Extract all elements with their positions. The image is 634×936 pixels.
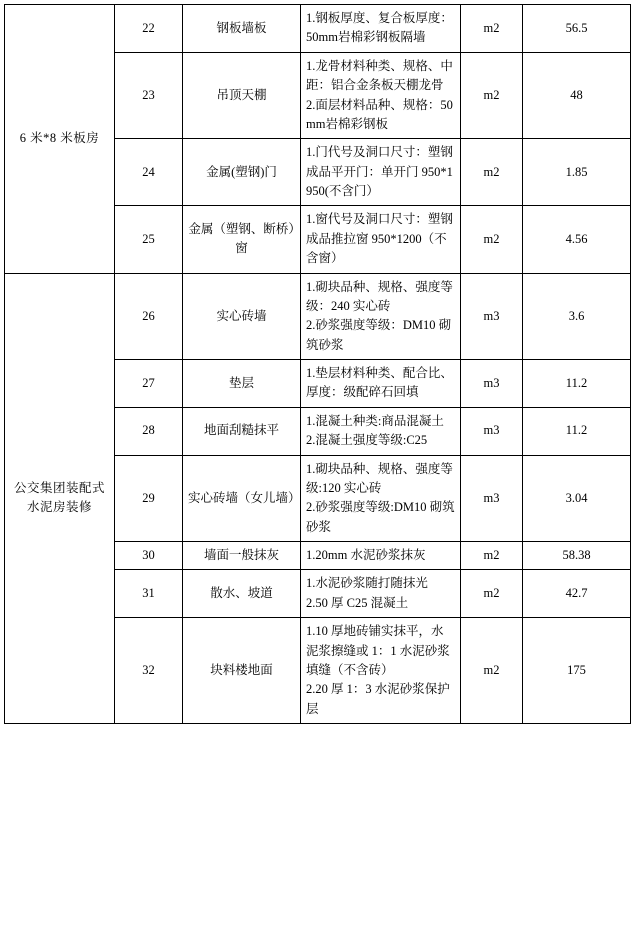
group-label-cell: 6 米*8 米板房 bbox=[5, 5, 115, 274]
quantity-cell: 56.5 bbox=[523, 5, 631, 53]
description-line: 1.混凝土种类:商品混凝土 bbox=[306, 413, 444, 428]
description-line: 1.钢板厚度、复合板厚度：50mm岩棉彩钢板隔墙 bbox=[306, 11, 453, 45]
table-body bbox=[5, 5, 631, 724]
unit-cell: m2 bbox=[461, 570, 523, 618]
unit-cell: m2 bbox=[461, 618, 523, 724]
unit-cell: m2 bbox=[461, 139, 523, 206]
description-line: 1.窗代号及洞口尺寸：塑钢成品推拉窗 950*1200（不含窗） bbox=[306, 212, 453, 266]
row-number-cell: 32 bbox=[115, 618, 183, 724]
item-description-cell bbox=[301, 570, 461, 618]
item-description-cell bbox=[301, 206, 461, 273]
description-line: 2.混凝土强度等级:C25 bbox=[306, 433, 428, 448]
item-name-cell: 吊顶天棚 bbox=[183, 52, 301, 139]
quantity-cell: 11.2 bbox=[523, 407, 631, 455]
description-line: 1.龙骨材料种类、规格、中距：铝合金条板天棚龙骨 bbox=[306, 58, 453, 93]
item-name-cell: 地面刮糙抹平 bbox=[183, 407, 301, 455]
quantity-cell: 48 bbox=[523, 52, 631, 139]
unit-cell: m2 bbox=[461, 542, 523, 570]
quantity-cell: 3.04 bbox=[523, 455, 631, 542]
unit-cell: m3 bbox=[461, 360, 523, 408]
item-description-cell bbox=[301, 273, 461, 360]
quantity-cell: 11.2 bbox=[523, 360, 631, 408]
description-line: 1.水泥砂浆随打随抹光 bbox=[306, 576, 428, 591]
row-number-cell: 22 bbox=[115, 5, 183, 53]
item-name-cell: 散水、坡道 bbox=[183, 570, 301, 618]
item-description-cell bbox=[301, 139, 461, 206]
table-row bbox=[5, 5, 631, 53]
description-line: 1.垫层材料种类、配合比、厚度：级配碎石回填 bbox=[306, 366, 453, 400]
unit-cell: m2 bbox=[461, 206, 523, 273]
quantity-cell: 4.56 bbox=[523, 206, 631, 273]
row-number-cell: 31 bbox=[115, 570, 183, 618]
unit-cell: m2 bbox=[461, 52, 523, 139]
description-line: 1.门代号及洞口尺寸：塑钢成品平开门：单开门 950*1950(不含门） bbox=[306, 145, 453, 198]
item-description-cell bbox=[301, 542, 461, 570]
row-number-cell: 28 bbox=[115, 407, 183, 455]
item-description-cell bbox=[301, 5, 461, 53]
unit-cell: m3 bbox=[461, 407, 523, 455]
description-line: 1.砌块品种、规格、强度等级:120 实心砖 bbox=[306, 461, 453, 495]
row-number-cell: 30 bbox=[115, 542, 183, 570]
quantity-cell: 1.85 bbox=[523, 139, 631, 206]
unit-cell: m2 bbox=[461, 5, 523, 53]
quantity-cell: 175 bbox=[523, 618, 631, 724]
item-description-cell bbox=[301, 455, 461, 542]
description-line: 2.砂浆强度等级:DM10 砌筑砂浆 bbox=[306, 500, 455, 534]
description-line: 1.砌块品种、规格、强度等级：240 实心砖 bbox=[306, 279, 453, 313]
quantity-cell: 3.6 bbox=[523, 273, 631, 360]
item-name-cell: 块料楼地面 bbox=[183, 618, 301, 724]
item-description-cell bbox=[301, 360, 461, 408]
unit-cell: m3 bbox=[461, 455, 523, 542]
quantity-cell: 58.38 bbox=[523, 542, 631, 570]
table-row bbox=[5, 273, 631, 360]
row-number-cell: 27 bbox=[115, 360, 183, 408]
bill-of-quantities-table bbox=[4, 4, 631, 724]
description-line: 2.20 厚 1：3 水泥砂浆保护层 bbox=[306, 682, 450, 716]
item-description-cell bbox=[301, 407, 461, 455]
description-line: 1.20mm 水泥砂浆抹灰 bbox=[306, 548, 426, 562]
item-name-cell: 金属(塑钢)门 bbox=[183, 139, 301, 206]
row-number-cell: 23 bbox=[115, 52, 183, 139]
quantity-cell: 42.7 bbox=[523, 570, 631, 618]
item-description-cell bbox=[301, 618, 461, 724]
description-line: 2.面层材料品种、规格：50mm岩棉彩钢板 bbox=[306, 97, 453, 131]
group-label-cell: 公交集团装配式水泥房装修 bbox=[5, 273, 115, 724]
row-number-cell: 26 bbox=[115, 273, 183, 360]
item-name-cell: 金属（塑钢、断桥）窗 bbox=[183, 206, 301, 273]
item-name-cell: 实心砖墙 bbox=[183, 273, 301, 360]
row-number-cell: 24 bbox=[115, 139, 183, 206]
row-number-cell: 25 bbox=[115, 206, 183, 273]
description-line: 1.10 厚地砖铺实抹平，水泥浆擦缝或 1：1 水泥砂浆填缝（不含砖） bbox=[306, 624, 450, 677]
item-description-cell bbox=[301, 52, 461, 139]
item-name-cell: 钢板墙板 bbox=[183, 5, 301, 53]
description-line: 2.50 厚 C25 混凝土 bbox=[306, 595, 409, 610]
item-name-cell: 实心砖墙（女儿墙） bbox=[183, 455, 301, 542]
unit-cell: m3 bbox=[461, 273, 523, 360]
description-line: 2.砂浆强度等级：DM10 砌筑砂浆 bbox=[306, 318, 452, 352]
item-name-cell: 墙面一般抹灰 bbox=[183, 542, 301, 570]
row-number-cell: 29 bbox=[115, 455, 183, 542]
item-name-cell: 垫层 bbox=[183, 360, 301, 408]
